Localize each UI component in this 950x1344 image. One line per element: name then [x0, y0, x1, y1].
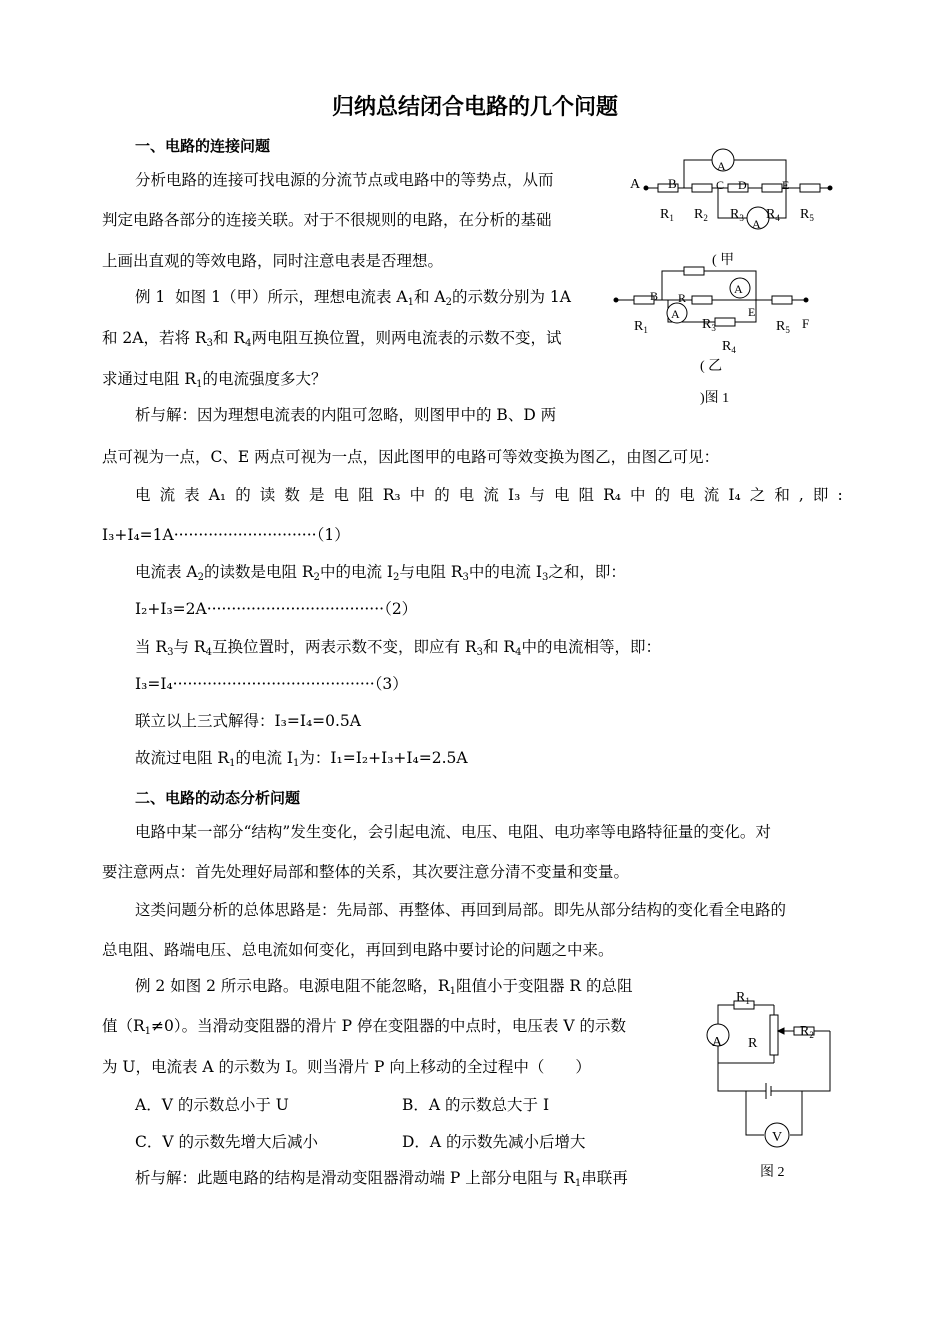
section2-heading: 二、电路的动态分析问题: [135, 789, 301, 807]
equation-1: I₃+I₄=1A·····························（1）: [102, 526, 350, 544]
justified-char: 流: [159, 486, 176, 504]
justified-char: :: [837, 486, 843, 504]
justified-char: 阻: [358, 486, 374, 504]
figure-1-caption-jia: ( 甲: [712, 253, 735, 268]
label-A: A: [630, 177, 641, 192]
label-r4: $R_4$: [766, 207, 780, 223]
justified-char: 是: [308, 486, 325, 504]
option-a: A．V 的示数总小于 U: [135, 1096, 289, 1114]
analysis-line: 当 $R_3$与 $R_4$互换位置时，两表示数不变，即应有 $R_3$和 $R_4$中的电流相等，即：: [135, 638, 661, 658]
justified-char: 阻: [578, 486, 595, 504]
justified-char: 和: [774, 486, 790, 504]
label-r1: $R_1$: [736, 990, 750, 1006]
section1-heading: 一、电路的连接问题: [135, 137, 271, 155]
label-E: E: [748, 305, 756, 319]
justified-char: A₁: [208, 486, 227, 504]
justified-char: ,: [798, 486, 804, 504]
justified-char: 中: [409, 486, 426, 504]
equation-2: I₂+I₃=2A····································（2）: [135, 600, 418, 618]
justified-char: I₃: [507, 486, 521, 504]
label-r5: $R_5$: [776, 319, 790, 335]
justified-char: 电: [135, 486, 151, 504]
justified-char: 的: [654, 486, 671, 504]
ammeter-a2-label: A: [752, 217, 761, 231]
justified-char: 流: [483, 486, 499, 504]
label-C: C: [716, 178, 725, 192]
label-r3: $R_3$: [730, 207, 744, 223]
justified-char: 的: [235, 486, 251, 504]
para-line: 总电阻、路端电压、总电流如何变化，再回到电路中要讨论的问题之中来。: [102, 941, 614, 959]
justified-char: 读: [259, 486, 276, 504]
label-r2: $R_2$: [800, 1024, 814, 1040]
justified-char: 电: [458, 486, 475, 504]
label-r4: $R_4$: [722, 339, 736, 355]
analysis-line: 电流表 $A_2$的读数是电阻 $R_2$中的电流 $I_2$与电阻 $R_3$中的电流 $I_3$之和，即：: [135, 563, 626, 583]
option-b: B．A 的示数总大于 I: [402, 1096, 550, 1114]
justified-char: R₄: [603, 486, 621, 504]
analysis-line: 析与解：此题电路的结构是滑动变阻器滑动端 P 上部分电阻与 $R_1$串联再: [135, 1169, 628, 1189]
analysis-line: 点可视为一点，C、E 两点可视为一点，因此图甲的电路可等效变换为图乙，由图乙可见：: [102, 448, 720, 466]
example2-line: 值$(R_1\ne 0)$。当滑动变阻器的滑片 P 停在变阻器的中点时，电压表 V 的示数: [102, 1017, 626, 1037]
para-line: 这类问题分析的总体思路是：先局部、再整体、再回到局部。即先从部分结构的变化看全电路的: [135, 901, 787, 919]
label-E: E: [782, 178, 790, 192]
justified-char: 电: [553, 486, 570, 504]
example1-line: 和 2A，若将 $R_3$和 $R_4$两电阻互换位置，则两电流表的示数不变，试: [102, 329, 562, 349]
ammeter-a2-label: A: [734, 282, 743, 296]
justified-char: 电: [333, 486, 350, 504]
example2-line: 例 2 如图 2 所示电路。电源电阻不能忽略，$R_1$阻值小于变阻器 R 的总阻: [135, 977, 633, 997]
label-r1: $R_1$: [634, 319, 648, 335]
example1-line: 求通过电阻 $R_1$的电流强度多大？: [102, 370, 327, 390]
figure-2-circuit: [700, 985, 850, 1185]
justified-char: 即: [812, 486, 829, 504]
para-line: 判定电路各部分的连接关联。对于不很规则的电路，在分析的基础: [102, 211, 552, 229]
para-line: 分析电路的连接可找电源的分流节点或电路中的等势点，从而: [135, 171, 554, 189]
label-B: B: [668, 176, 677, 191]
para-line: 上画出直观的等效电路，同时注意电表是否理想。: [102, 252, 444, 270]
page-title: 归纳总结闭合电路的几个问题: [331, 95, 618, 120]
para-line: 电路中某一部分“结构”发生变化，会引起电流、电压、电阻、电功率等电路特征量的变化。对: [135, 823, 771, 841]
figure-1-caption-yi: ( 乙: [700, 359, 723, 374]
ammeter-a1-label: A: [717, 159, 726, 173]
justified-char: I₄: [728, 486, 741, 504]
justified-char: 电: [679, 486, 695, 504]
justified-char: 之: [749, 486, 766, 504]
label-r5: $R_5$: [800, 207, 814, 223]
option-c: C．V 的示数先增大后减小: [135, 1133, 318, 1151]
analysis-line: 析与解：因为理想电流表的内阻可忽略，则图甲中的 B、D 两: [135, 406, 557, 424]
label-r1: $R_1$: [660, 207, 674, 223]
justified-char: 表: [184, 486, 200, 504]
label-F: F: [802, 316, 810, 331]
example2-line: 为 U，电流表 A 的示数为 I。则当滑片 P 向上移动的全过程中（ ）: [102, 1058, 591, 1076]
para-line: 要注意两点：首先处理好局部和整体的关系，其次要注意分清不变量和变量。: [102, 863, 630, 881]
voltmeter-label: V: [772, 1130, 783, 1145]
justified-char: 流: [703, 486, 720, 504]
figure-1-circuit: [610, 140, 850, 410]
option-d: D．A 的示数先减小后增大: [402, 1133, 586, 1151]
ammeter-label: A: [712, 1035, 723, 1050]
figure-1-caption: )图 1: [700, 391, 730, 406]
justified-char: 与: [529, 486, 545, 504]
justified-char: R₃: [382, 486, 401, 504]
figure-2-caption: 图 2: [760, 1165, 785, 1180]
ammeter-a1-label: A: [671, 307, 680, 321]
justified-char: 中: [630, 486, 646, 504]
example1-line: 例 1 如图 1（甲）所示，理想电流表 $A_1$和 $A_2$的示数分别为 1A: [135, 288, 571, 308]
justified-char: 的: [434, 486, 450, 504]
analysis-justified-line: [135, 485, 843, 505]
label-r3: $R_3$: [702, 317, 716, 333]
justified-char: 数: [284, 486, 300, 504]
label-B: B: [650, 289, 659, 303]
equation-3: I₃=I₄·········································（3）: [135, 675, 408, 693]
label-r2: $R_2$: [694, 207, 708, 223]
label-D: D: [738, 178, 747, 192]
rheostat-label: R: [748, 1036, 758, 1051]
analysis-line: 故流过电阻 $R_1$的电流 $I_1$为：I₁=I₂+I₃+I₄=2.5A: [135, 749, 468, 769]
label-R2: R: [678, 291, 687, 305]
analysis-line: 联立以上三式解得：I₃=I₄=0.5A: [135, 712, 361, 730]
